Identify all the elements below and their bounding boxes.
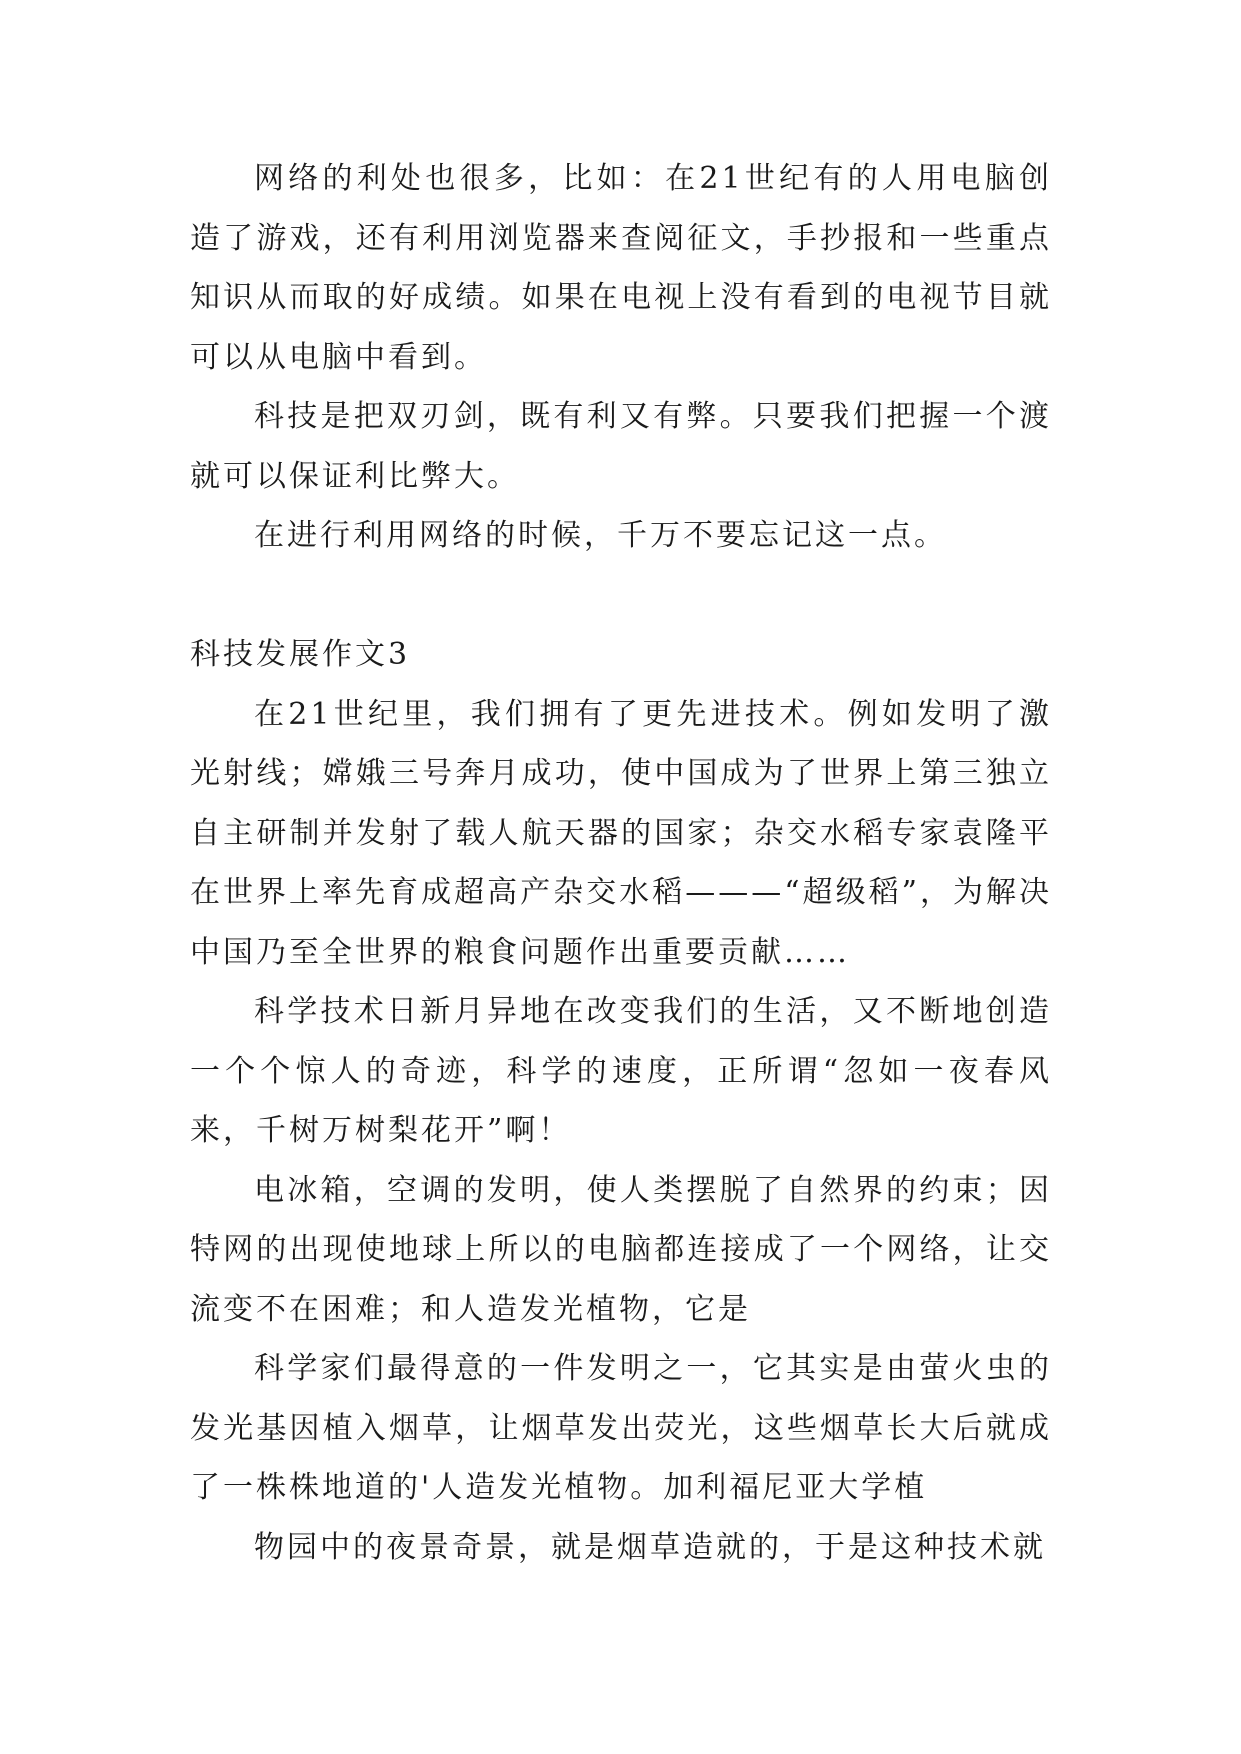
paragraph-botanical-garden: 物园中的夜景奇景，就是烟草造就的，于是这种技术就: [254, 1529, 1046, 1565]
essay-heading: 科技发展作文3: [190, 637, 411, 672]
paragraph-inventions: 电冰箱，空调的发明，使人类摆脱了自然界的约束；因特网的出现使地球上所以的电脑都连接成了一个网络，让交流变不在困难；和人造发光植物，它是: [190, 1172, 1052, 1327]
paragraph-glowing-plants: 科学家们最得意的一件发明之一，它其实是由萤火虫的发光基因植入烟草，让烟草发出荧光，这些烟草长大后就成了一株株地道的'人造发光植物。加利福尼亚大学植: [190, 1351, 1052, 1505]
paragraph-network-benefits: 网络的利处也很多，比如：在21世纪有的人用电脑创造了游戏，还有利用浏览器来查阅征文，手抄报和一些重点知识从而取的好成绩。如果在电视上没有看到的电视节目就可以从电脑中看到。: [190, 161, 1052, 375]
paragraph-double-edged-sword: 科技是把双刃剑，既有利又有弊。只要我们把握一个渡就可以保证利比弊大。: [190, 399, 1052, 494]
section-gap: [190, 566, 1052, 626]
paragraph-science-speed: 科学技术日新月异地在改变我们的生活，又不断地创造一个个惊人的奇迹，科学的速度，正所谓“忽如一夜春风来，千树万树梨花开”啊！: [190, 994, 1052, 1148]
document-body: [190, 149, 1052, 1577]
paragraph-network-reminder: 在进行利用网络的时候，千万不要忘记这一点。: [254, 518, 947, 553]
paragraph-21st-century-tech: 在21世纪里，我们拥有了更先进技术。例如发明了激光射线；嫦娥三号奔月成功，使中国成为了世界上第三独立自主研制并发射了载人航天器的国家；杂交水稻专家袁隆平在世界上率先育成超高产杂交水稻———“超级稻”，为解决中国乃至全世界的粮食问题作出重要贡献……: [190, 696, 1052, 970]
